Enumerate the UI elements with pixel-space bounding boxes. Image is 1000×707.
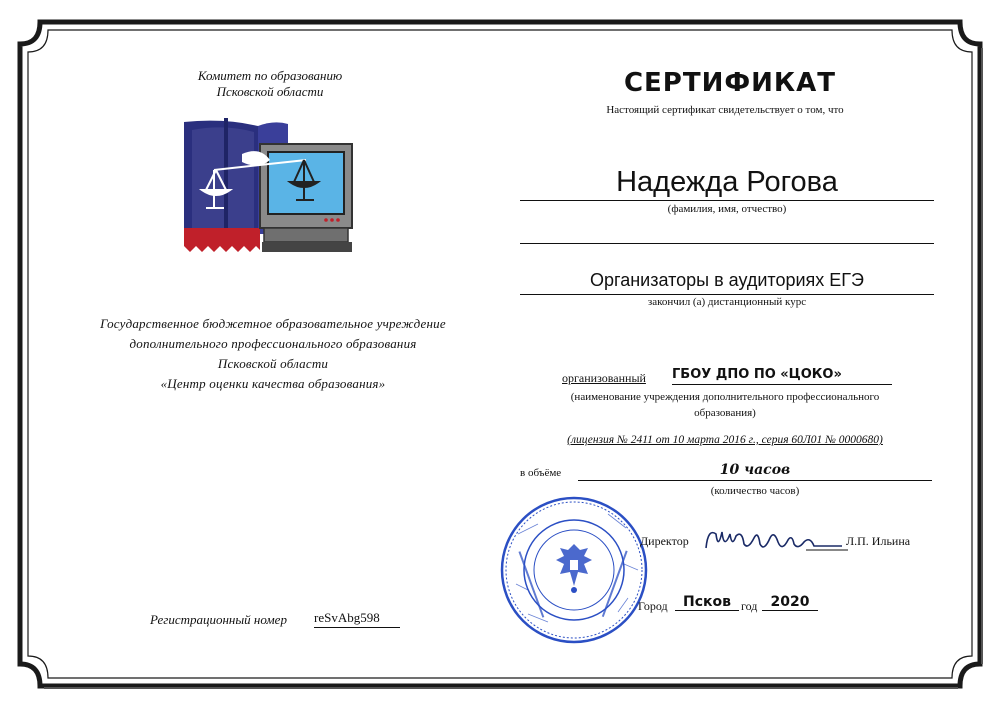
city-label: Город bbox=[638, 599, 668, 613]
registration-number: reSvAbg598 bbox=[314, 610, 400, 628]
institution-line-4: «Центр оценки качества образования» bbox=[160, 376, 386, 391]
organizer-name: ГБОУ ДПО ПО «ЦОКО» bbox=[672, 367, 842, 382]
recipient-caption: (фамилия, имя, отчество) bbox=[667, 203, 787, 215]
education-logo bbox=[184, 116, 356, 258]
official-stamp bbox=[498, 494, 650, 646]
certificate-title: СЕРТИФИКАТ bbox=[623, 68, 837, 98]
course-caption: закончил (а) дистанционный курс bbox=[647, 296, 807, 308]
director-name: Л.П. Ильина bbox=[846, 534, 911, 548]
course-name: Организаторы в аудиториях ЕГЭ bbox=[590, 270, 864, 290]
institution-line-2: дополнительного профессионального образования bbox=[129, 336, 417, 351]
year-value: 2020 bbox=[762, 594, 818, 611]
organizer-underline bbox=[672, 384, 892, 385]
city-value: Псков bbox=[675, 594, 739, 611]
recipient-name: Надежда Рогова bbox=[616, 166, 838, 198]
volume-value: 10 часов bbox=[719, 462, 791, 478]
year-label: год bbox=[741, 599, 758, 613]
volume-label: в объёме bbox=[520, 467, 562, 479]
certificate-subtitle: Настоящий сертификат свидетельствует о том, что bbox=[606, 104, 844, 116]
organizer-caption-line-1: (наименование учреждения дополнительного профессионального bbox=[570, 391, 880, 403]
blank-line bbox=[520, 243, 934, 244]
volume-caption: (количество часов) bbox=[710, 485, 800, 497]
committee-heading bbox=[150, 68, 390, 100]
institution-line-3: Псковской области bbox=[217, 356, 329, 371]
institution-name bbox=[48, 314, 498, 394]
organizer-caption bbox=[530, 389, 920, 421]
registration-label: Регистрационный номер bbox=[150, 612, 287, 627]
volume-underline bbox=[578, 480, 932, 481]
recipient-underline bbox=[520, 200, 934, 201]
director-label: Директор bbox=[640, 534, 689, 548]
course-underline bbox=[520, 294, 934, 295]
institution-line-1: Государственное бюджетное образовательное учреждение bbox=[100, 316, 446, 331]
organizer-caption-line-2: образования) bbox=[694, 407, 756, 419]
signature bbox=[702, 524, 852, 558]
organized-label: организованный bbox=[562, 371, 646, 385]
committee-line-2: Псковской области bbox=[216, 84, 324, 99]
committee-line-1: Комитет по образованию bbox=[197, 68, 343, 83]
license-info: (лицензия № 2411 от 10 марта 2016 г., серия 60Л01 № 0000680) bbox=[567, 434, 883, 446]
